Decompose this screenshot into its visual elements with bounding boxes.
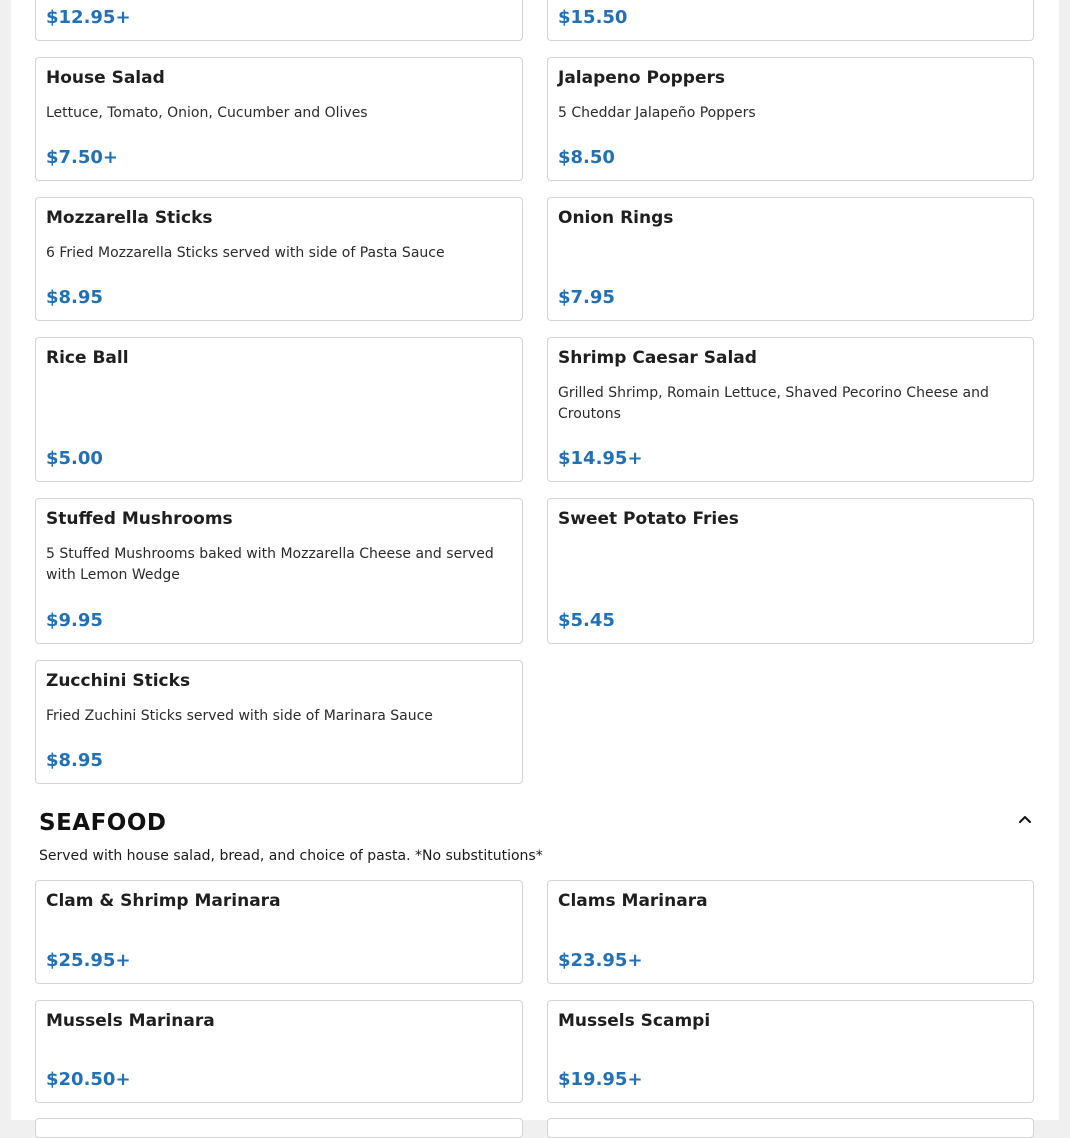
menu-item-price: $8.95 (46, 287, 103, 308)
menu-item-card[interactable] (547, 498, 1034, 644)
menu-item-name: Mussels Scampi (558, 1011, 711, 1031)
menu-page (11, 0, 1059, 1120)
menu-item-name: Clam & Shrimp Marinara (46, 891, 281, 911)
menu-item-name: House Salad (46, 68, 165, 88)
menu-item-card[interactable] (35, 1000, 523, 1103)
menu-item-price: $8.50 (558, 147, 615, 168)
menu-item-card[interactable] (547, 880, 1034, 984)
menu-item-price: $7.95 (558, 287, 615, 308)
menu-item-card[interactable] (547, 57, 1034, 181)
menu-item-name: Shrimp Caesar Salad (558, 348, 757, 368)
menu-item-card[interactable] (547, 197, 1034, 321)
menu-item-card[interactable] (35, 498, 523, 644)
menu-item-description: 5 Stuffed Mushrooms baked with Mozzarella Cheese and served with Lemon Wedge (46, 546, 494, 583)
menu-item-description: Grilled Shrimp, Romain Lettuce, Shaved Pecorino Cheese and Croutons (558, 385, 989, 422)
menu-item-card[interactable] (35, 337, 523, 482)
menu-item-card[interactable] (547, 1118, 1034, 1138)
menu-item-card[interactable] (547, 1000, 1034, 1103)
menu-item-card[interactable] (35, 57, 523, 181)
chevron-up-icon[interactable] (1014, 808, 1036, 830)
menu-item-description: Fried Zuchini Sticks served with side of Marinara Sauce (46, 708, 433, 724)
menu-item-name: Mussels Marinara (46, 1011, 215, 1031)
menu-item-name: Rice Ball (46, 348, 129, 368)
menu-item-name: Onion Rings (558, 208, 674, 228)
menu-item-price: $23.95+ (558, 950, 643, 971)
menu-item-price: $14.95+ (558, 448, 643, 469)
menu-item-price: $5.45 (558, 610, 615, 631)
menu-item-description: Lettuce, Tomato, Onion, Cucumber and Olives (46, 105, 368, 121)
menu-item-price: $7.50+ (46, 147, 119, 168)
menu-item-name: Mozzarella Sticks (46, 208, 213, 228)
section-subtitle: Served with house salad, bread, and choice of pasta. *No substitutions* (39, 848, 543, 864)
menu-item-price: $8.95 (46, 750, 103, 771)
menu-item-price: $19.95+ (558, 1069, 643, 1090)
menu-item-name: Jalapeno Poppers (558, 68, 726, 88)
menu-item-card[interactable] (547, 337, 1034, 482)
menu-item-price: $12.95+ (46, 7, 131, 28)
menu-item-price: $20.50+ (46, 1069, 131, 1090)
menu-item-name: Stuffed Mushrooms (46, 509, 233, 529)
menu-item-price: $5.00 (46, 448, 103, 469)
menu-item-price: $9.95 (46, 610, 103, 631)
menu-item-card[interactable] (35, 1118, 523, 1138)
menu-item-price: $15.50 (558, 7, 628, 28)
menu-item-card[interactable] (35, 880, 523, 984)
menu-item-name: Zucchini Sticks (46, 671, 191, 691)
menu-item-card[interactable] (35, 197, 523, 321)
menu-item-price: $25.95+ (46, 950, 131, 971)
menu-item-card[interactable] (35, 0, 523, 41)
menu-item-description: 5 Cheddar Jalapeño Poppers (558, 105, 756, 121)
menu-item-name: Clams Marinara (558, 891, 708, 911)
menu-item-name: Sweet Potato Fries (558, 509, 739, 529)
menu-item-card[interactable] (547, 0, 1034, 41)
section-title: SEAFOOD (39, 810, 167, 836)
menu-item-card[interactable] (35, 660, 523, 784)
menu-item-description: 6 Fried Mozzarella Sticks served with side of Pasta Sauce (46, 245, 445, 261)
